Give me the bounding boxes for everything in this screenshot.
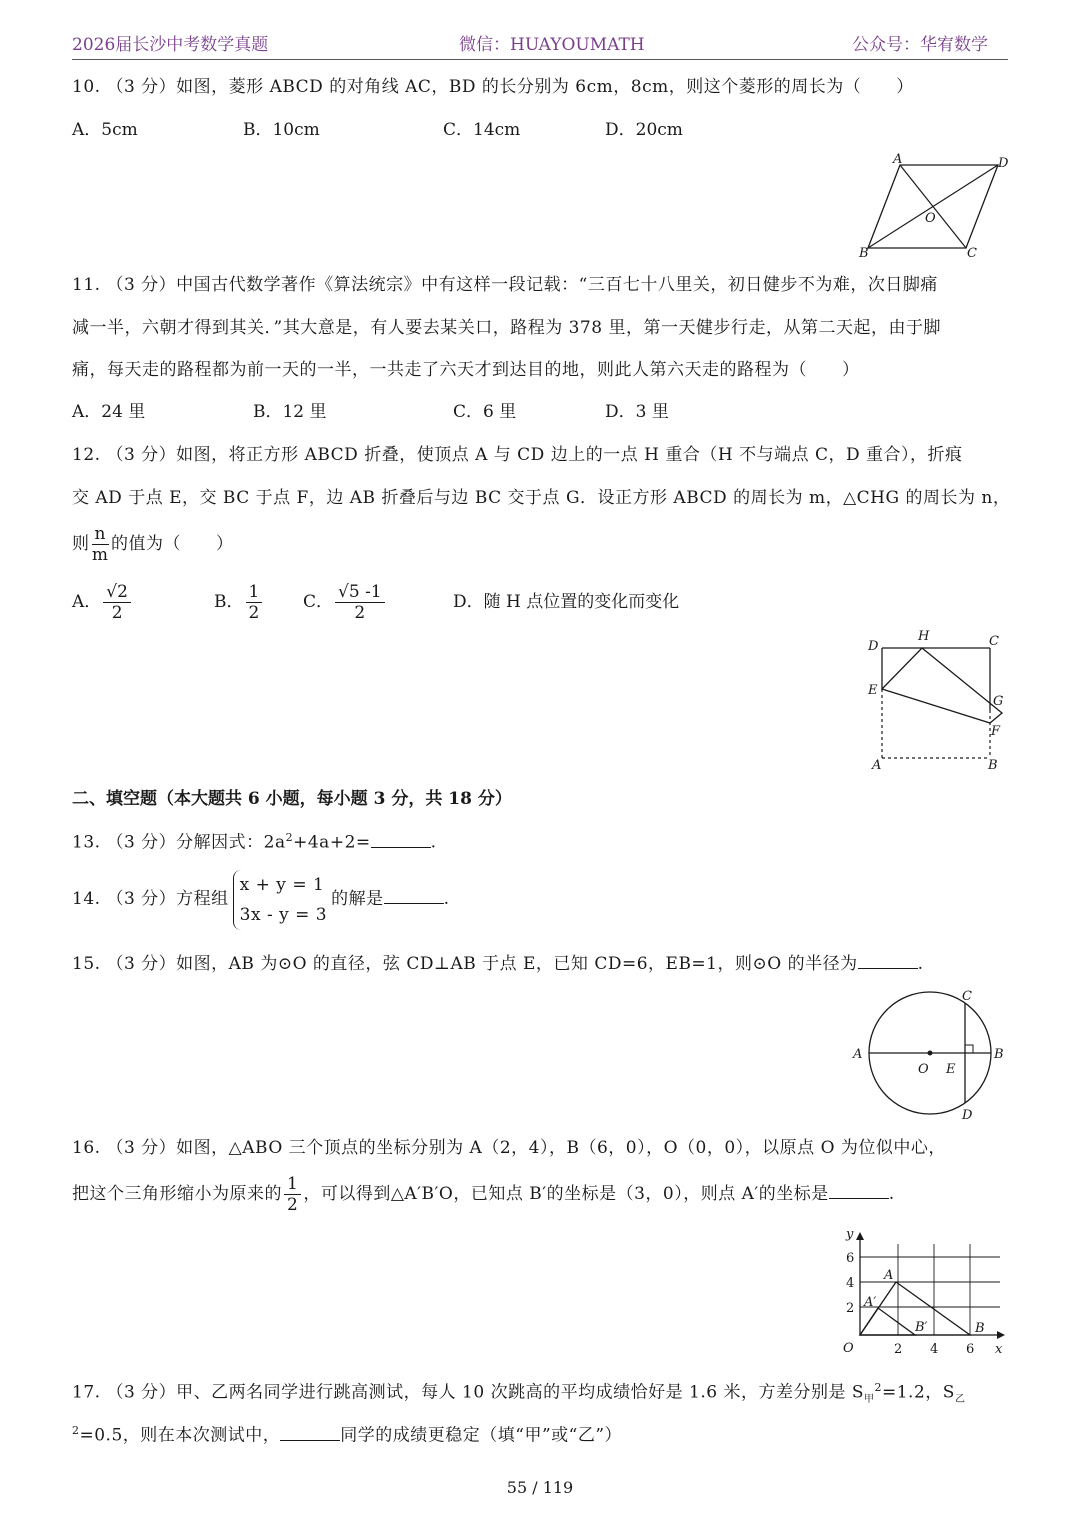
- q12-option-a-den: 2: [111, 603, 123, 623]
- q12-label-d: D: [868, 639, 879, 654]
- q15-label-e: E: [946, 1062, 956, 1077]
- q17-line2-post: 同学的成绩更稳定（填“甲”或“乙”）: [340, 1425, 623, 1446]
- q17-sub-yi: 乙: [954, 1394, 966, 1406]
- q12-label-f: F: [991, 724, 1001, 739]
- q12-option-b-frac: [246, 582, 263, 623]
- q16-line2: [72, 1170, 895, 1218]
- q15-circle-figure: [848, 985, 1013, 1125]
- q15-label-b: B: [994, 1047, 1004, 1062]
- q14-eq1: x + y = 1: [239, 874, 325, 895]
- q15-label-a: A: [853, 1047, 863, 1062]
- q10-label-b: B: [859, 246, 869, 261]
- q12-option-c-label: C．: [303, 592, 334, 612]
- q17-line2: [72, 1419, 622, 1448]
- q16-tick-x-2: 2: [894, 1342, 903, 1357]
- q15-label-d: D: [962, 1108, 973, 1123]
- q12-line3-pre: 则: [72, 534, 90, 554]
- q12-fraction-n-m: [92, 524, 109, 565]
- q13-end: .: [430, 832, 437, 853]
- header-left: 2026届长沙中考数学真题: [72, 35, 269, 55]
- header-right: 公众号：华宥数学: [852, 35, 988, 55]
- q10-option-d: D．20cm: [605, 120, 683, 140]
- q12-option-a-label: A．: [72, 592, 102, 612]
- q16-line2-post: ，可以得到△A′B′O，已知点 B′的坐标是（3，0），则点 A′的坐标是: [303, 1184, 829, 1204]
- q17-line1-pre: 17. （3 分）甲、乙两名同学进行跳高测试，每人 10 次跳高的平均成绩恰好是 1.6 米，方差分别是 S: [72, 1382, 864, 1403]
- q17-sup-1: 2: [874, 1381, 882, 1394]
- q16-label-y-axis: y: [846, 1227, 854, 1242]
- q16-end: .: [888, 1184, 895, 1204]
- q16-frac-num: 1: [284, 1174, 301, 1195]
- q16-answer-blank[interactable]: [829, 1182, 889, 1199]
- q13-sup: 2: [285, 831, 294, 844]
- q12-frac-num: n: [92, 524, 109, 545]
- q16-label-a: A: [884, 1268, 894, 1283]
- q14-equation-system: [233, 870, 327, 930]
- q10-label-d: D: [998, 156, 1009, 171]
- q12-label-e: E: [868, 683, 878, 698]
- q16-tick-y-2: 2: [846, 1301, 855, 1316]
- q15-end: .: [917, 954, 924, 974]
- q12-option-c: [303, 578, 387, 626]
- q10-option-b: B．10cm: [243, 120, 320, 140]
- q14-end: .: [443, 889, 450, 909]
- q16-line2-pre: 把这个三角形缩小为原来的: [72, 1184, 282, 1204]
- q12-label-h: H: [918, 629, 930, 644]
- q16-label-origin: O: [843, 1341, 854, 1356]
- q11-option-a: A．24 里: [72, 402, 146, 422]
- q12-option-c-num: √5 -1: [335, 582, 385, 603]
- q10-option-a: A．5cm: [72, 120, 138, 140]
- q15-answer-blank[interactable]: [858, 952, 918, 969]
- q13-post: +4a+2=: [293, 832, 371, 853]
- q16-line1: 16. （3 分）如图，△ABO 三个顶点的坐标分别为 A（2，4），B（6，0），O（0，0），以原点 O 为位似中心，: [72, 1138, 946, 1158]
- q12-option-b: [214, 578, 264, 626]
- q16-fraction-half: [284, 1174, 301, 1215]
- q17-sup-2: 2: [72, 1424, 80, 1437]
- q11-line3: 痛，每天走的路程都为前一天的一半，一共走了六天才到达目的地，则此人第六天走的路程为（ ）: [72, 360, 860, 380]
- q15-label-c: C: [962, 989, 972, 1004]
- q15-text: 15. （3 分）如图，AB 为⊙O 的直径，弦 CD⊥AB 于点 E，已知 CD=6，EB=1，则⊙O 的半径为: [72, 954, 858, 974]
- q12-label-b: B: [988, 758, 998, 773]
- header-center: 微信：HUAYOUMATH: [459, 35, 645, 55]
- q14-post: 的解是: [331, 889, 384, 909]
- q13-stem: [72, 826, 437, 855]
- q15-stem: [72, 952, 924, 976]
- q12-option-a-frac: [103, 582, 131, 623]
- q15-label-o: O: [918, 1062, 929, 1077]
- q16-tick-x-6: 6: [966, 1342, 975, 1357]
- q11-line2: 减一半，六朝才得到其关．”其大意是，有人要去某关口，路程为 378 里，第一天健步行走，从第二天起，由于脚: [72, 318, 941, 338]
- q12-option-d: D．随 H 点位置的变化而变化: [453, 592, 680, 612]
- q12-option-a-num: √2: [103, 582, 131, 603]
- q12-option-b-label: B．: [214, 592, 244, 612]
- q10-stem: 10. （3 分）如图，菱形 ABCD 的对角线 AC，BD 的长分别为 6cm，8cm，则这个菱形的周长为（ ）: [72, 77, 914, 97]
- page-number: 55 / 119: [506, 1478, 574, 1497]
- q17-answer-blank[interactable]: [280, 1424, 340, 1441]
- q13-pre: 13. （3 分）分解因式：2a: [72, 832, 286, 853]
- q12-square-fold-figure: [862, 625, 1012, 775]
- q16-frac-den: 2: [287, 1195, 299, 1215]
- header-divider: [72, 59, 1008, 60]
- q16-tick-y-6: 6: [846, 1251, 855, 1266]
- q12-option-a: [72, 578, 133, 626]
- q12-option-b-num: 1: [246, 582, 263, 603]
- q17-mid: =1.2，S: [882, 1382, 955, 1403]
- q10-label-o: O: [925, 211, 936, 226]
- q16-label-a-prime: A′: [864, 1295, 877, 1310]
- q11-option-b: B．12 里: [253, 402, 327, 422]
- q11-option-d: D．3 里: [605, 402, 669, 422]
- q14-pre: 14. （3 分）方程组: [72, 889, 229, 909]
- q16-label-b: B: [975, 1321, 985, 1336]
- q11-line1: 11. （3 分）中国古代数学著作《算法统宗》中有这样一段记载：“三百七十八里关，初日健步不为难，次日脚痛: [72, 275, 938, 295]
- q12-option-c-frac: [335, 582, 385, 623]
- q12-line3: [72, 522, 233, 566]
- q16-label-x-axis: x: [995, 1342, 1003, 1357]
- q16-coordinate-figure: [835, 1222, 1010, 1360]
- q17-line2-pre: =0.5，则在本次测试中，: [79, 1425, 281, 1446]
- q12-line3-post: 的值为（ ）: [110, 534, 234, 554]
- q14-stem: [72, 868, 450, 930]
- q12-option-b-den: 2: [248, 603, 260, 623]
- q12-frac-den: m: [91, 545, 109, 565]
- q10-label-c: C: [967, 246, 977, 261]
- q10-label-a: A: [893, 152, 903, 167]
- q12-option-c-den: 2: [354, 603, 366, 623]
- q12-label-a: A: [872, 758, 882, 773]
- q11-option-c: C．6 里: [453, 402, 517, 422]
- q12-label-g: G: [993, 694, 1004, 709]
- q12-label-c: C: [989, 634, 999, 649]
- q16-tick-y-4: 4: [846, 1276, 855, 1291]
- q16-tick-x-4: 4: [930, 1342, 939, 1357]
- q10-rhombus-figure: [855, 150, 1015, 265]
- section-2-title: 二、填空题（本大题共 6 小题，每小题 3 分，共 18 分）: [72, 789, 512, 809]
- q13-answer-blank[interactable]: [371, 831, 431, 848]
- q17-line1: [72, 1376, 965, 1412]
- q16-label-b-prime: B′: [915, 1320, 928, 1335]
- q17-sub-jia: 甲: [864, 1394, 875, 1406]
- q12-line1: 12. （3 分）如图，将正方形 ABCD 折叠，使顶点 A 与 CD 边上的一点 H 重合（H 不与端点 C，D 重合），折痕: [72, 445, 963, 465]
- q14-answer-blank[interactable]: [384, 887, 444, 904]
- q14-eq2: 3x - y = 3: [239, 904, 328, 925]
- q10-option-c: C．14cm: [443, 120, 521, 140]
- q12-line2: 交 AD 于点 E，交 BC 于点 F，边 AB 折叠后与边 BC 交于点 G．设正方形 ABCD 的周长为 m，△CHG 的周长为 n，: [72, 488, 1011, 508]
